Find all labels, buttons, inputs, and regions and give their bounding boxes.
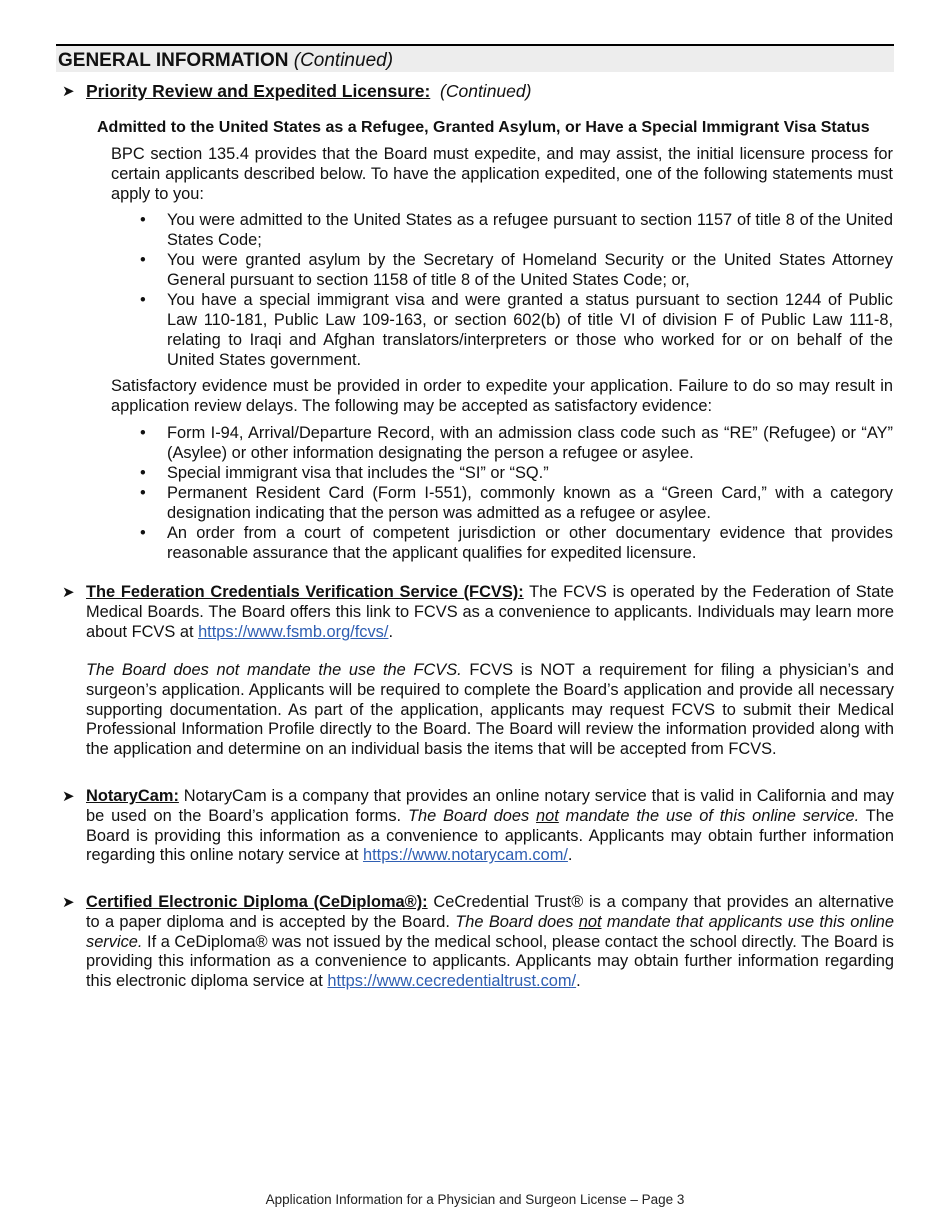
arrow-bullet-icon: ➤ — [62, 788, 75, 805]
fcvs-link[interactable]: https://www.fsmb.org/fcvs/ — [198, 622, 389, 641]
priority-heading: Priority Review and Expedited Licensure: — [86, 81, 431, 101]
fcvs-mandate-text: FCVS is NOT a requirement for filing a physician’s and surgeon’s application. Applicants will be required to complete the Board’s application and provide all necessary supporting documentation. As part of the application, applicants may request FCVS to submit their Medical Professional Information Profile directly to the Board. The Board will review the information provided along with the application and determine on an individual basis the items that will be accepted from FCVS. — [86, 661, 895, 759]
notarycam-heading: NotaryCam: — [86, 787, 179, 805]
statement-item: • You have a special immigrant visa and were granted a status pursuant to section 1244 of Public Law 110-181, Public Law 109-163, or section 602(b) of title VI of division F of Public Law 111-8, relating to Iraqi and Afghan translators/interpreters or those who worked for or on behalf of the United States government. — [111, 291, 893, 370]
cediploma-mandate-not: not — [578, 912, 602, 931]
fcvs-paragraph — [86, 583, 894, 642]
evidence-list — [111, 424, 893, 564]
refugee-subheading: Admitted to the United States as a Refugee, Granted Asylum, or Have a Special Immigrant Visa Status — [97, 119, 870, 136]
cediploma-mandate-b: mandate that applicants use this online service. — [86, 912, 894, 951]
priority-continued: (Continued) — [440, 81, 532, 101]
arrow-bullet-icon: ➤ — [62, 584, 75, 601]
notarycam-paragraph — [86, 787, 894, 866]
evidence-item: • Permanent Resident Card (Form I-551), commonly known as a “Green Card,” with a category designation indicating that the person was admitted as a refugee or asylee. — [111, 484, 893, 524]
priority-intro: BPC section 135.4 provides that the Board must expedite, and may assist, the initial licensure process for certain applicants described below. To have the application expedited, one of the following statements must apply to you: — [111, 145, 893, 203]
section-title: GENERAL INFORMATION — [58, 50, 289, 71]
fcvs-text-end: . — [388, 622, 393, 641]
notarycam-text-2: The Board is providing this information as a convenience to applicants. Applicants may obtain further information regarding this online notary service at — [86, 806, 894, 865]
notarycam-text-end: . — [567, 846, 573, 865]
notarycam-mandate-b: mandate the use of this online service. — [558, 806, 860, 825]
evidence-item: • Form I-94, Arrival/Departure Record, with an admission class code such as “RE” (Refugee) or “AY” (Asylee) or other information designating the person a refugee or asylee. — [111, 424, 893, 464]
notarycam-link[interactable]: https://www.notarycam.com/ — [362, 846, 568, 865]
statement-item: • You were admitted to the United States as a refugee pursuant to section 1157 of title 8 of the United States Code; — [111, 211, 893, 251]
fcvs-heading: The Federation Credentials Verification Service (FCVS): — [86, 583, 524, 601]
fcvs-text: The FCVS is operated by the Federation of State Medical Boards. The Board offers this link to FCVS as a convenience to applicants. Individuals may learn more about FCVS at — [86, 583, 895, 641]
arrow-bullet-icon: ➤ — [62, 894, 75, 911]
cediploma-heading: Certified Electronic Diploma (CeDiploma®): — [86, 893, 428, 911]
notarycam-text: NotaryCam is a company that provides an online notary service that is valid in California and may be used on the Board’s application forms. — [86, 787, 894, 825]
cediploma-text: CeCredential Trust® is a company that provides an alternative to a paper diploma and is accepted by the Board. — [86, 893, 894, 931]
section-continued: (Continued) — [293, 50, 394, 71]
cediploma-mandate-a: The Board does — [455, 912, 579, 931]
arrow-bullet-icon: ➤ — [62, 83, 75, 100]
notarycam-mandate-not: not — [536, 806, 559, 825]
fcvs-mandate-lead: The Board does not mandate the use the FCVS. — [86, 661, 462, 679]
evidence-item: • Special immigrant visa that includes the “SI” or “SQ.” — [111, 464, 893, 484]
cediploma-text-2: If a CeDiploma® was not issued by the medical school, please contact the school directly. The Board is providing this information as a convenience to applicants. Applicants may obtain further information regarding this electronic diploma service at — [86, 932, 894, 991]
cediploma-text-end: . — [576, 972, 581, 991]
cediploma-paragraph — [86, 893, 894, 992]
page-footer: Application Information for a Physician and Surgeon License – Page 3 — [265, 1192, 685, 1207]
statement-item: • You were granted asylum by the Secretary of Homeland Security or the United States Attorney General pursuant to section 1158 of title 8 of the United States Code; or, — [111, 251, 893, 291]
statements-list — [111, 211, 893, 370]
cediploma-link[interactable]: https://www.cecredentialtrust.com/ — [327, 972, 577, 991]
priority-heading-line — [86, 82, 894, 102]
evidence-intro: Satisfactory evidence must be provided in order to expedite your application. Failure to do so may result in application review delays. The following may be accepted as satisfactory evidence: — [111, 377, 893, 415]
section-header — [56, 44, 894, 72]
notarycam-mandate-a: The Board does — [407, 806, 537, 825]
evidence-item: • An order from a court of competent jurisdiction or other documentary evidence that provides reasonable assurance that the applicant qualifies for expedited licensure. — [111, 524, 893, 564]
fcvs-mandate-paragraph — [86, 661, 894, 760]
